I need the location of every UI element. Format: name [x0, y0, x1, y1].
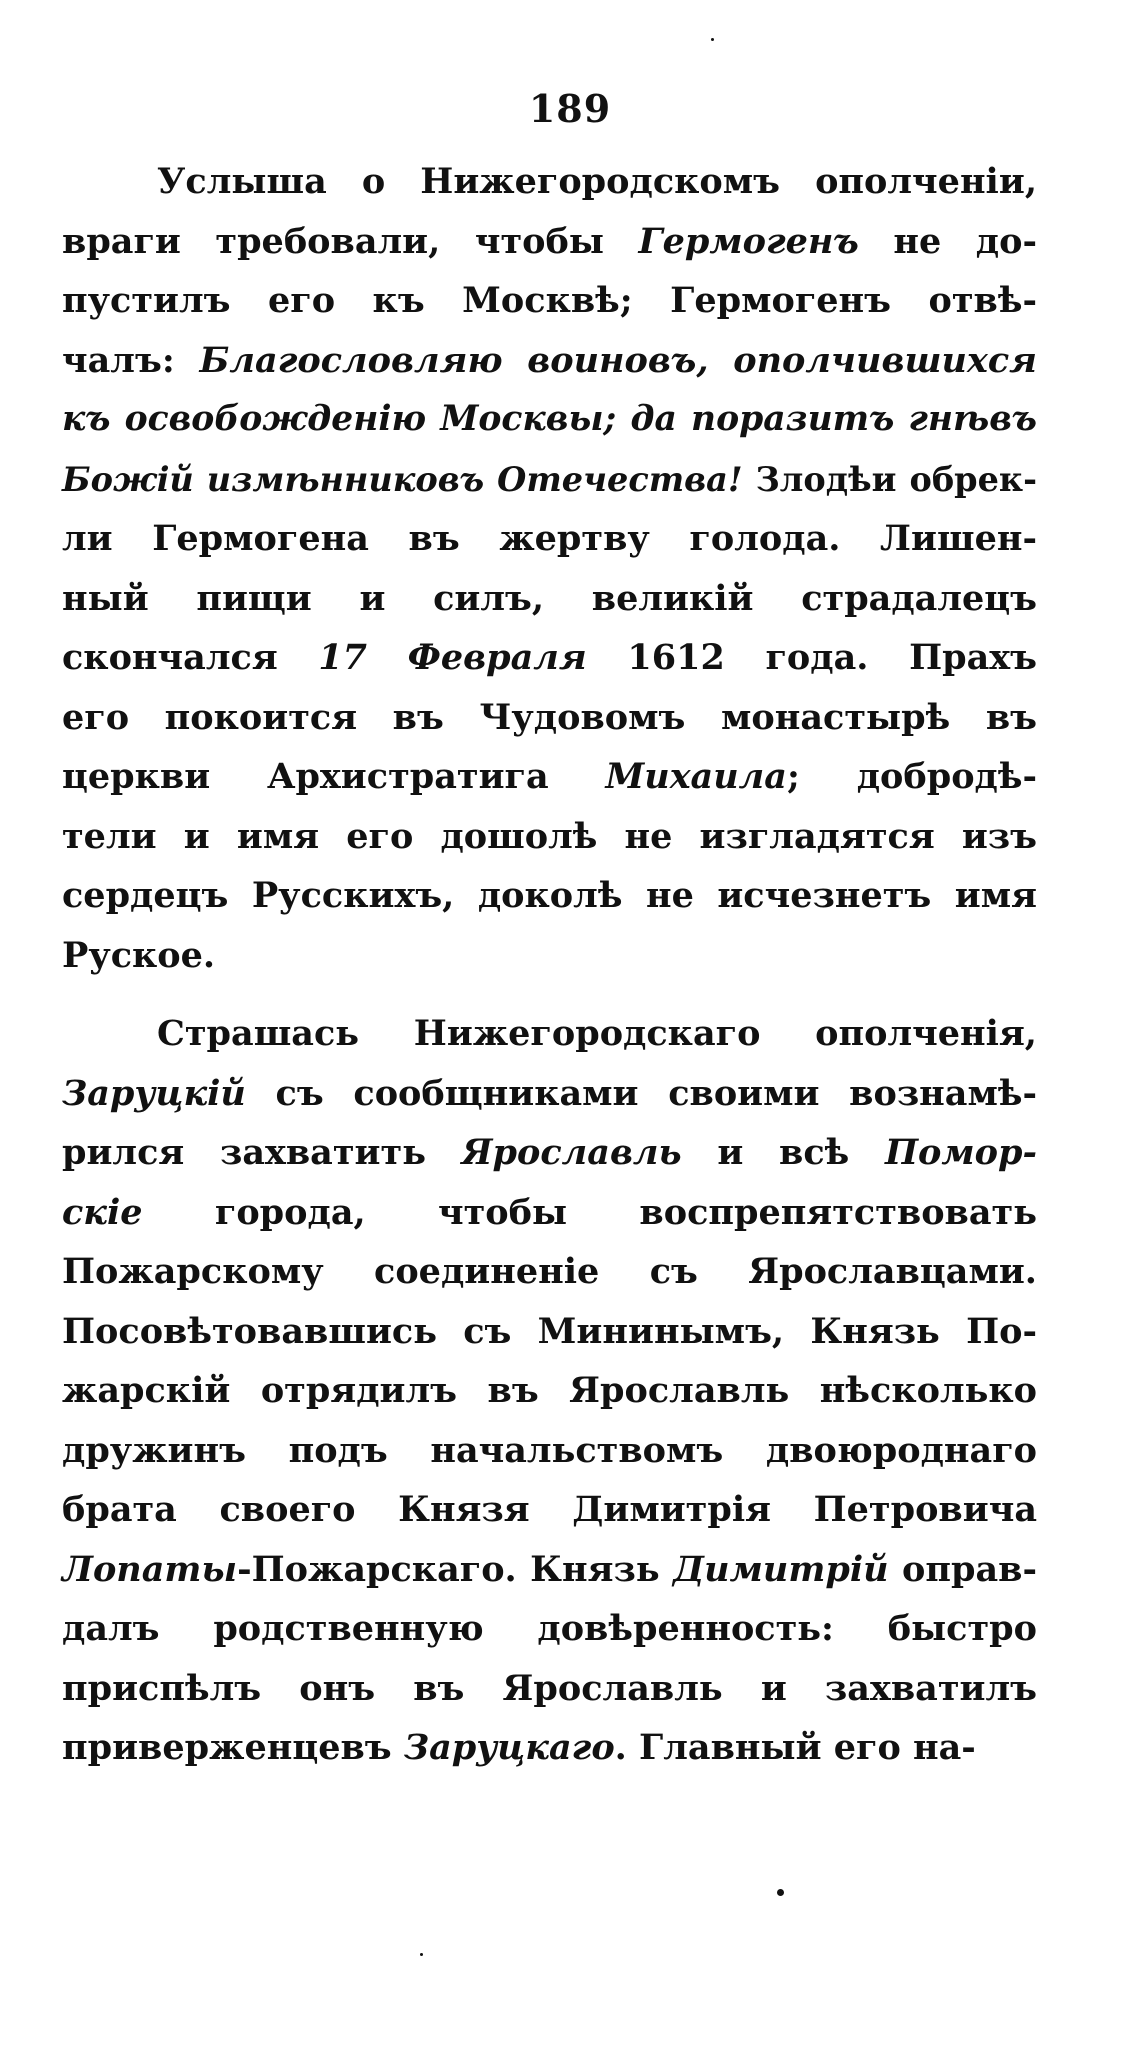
text-line — [62, 1123, 1037, 1183]
italic-text: Благословляю воиновъ, ополчившихся — [199, 339, 1037, 381]
text-segment: . Главный его на- — [614, 1727, 976, 1768]
text-segment: оправ- — [888, 1548, 1037, 1590]
ink-speck — [777, 1889, 784, 1896]
text-segment: Страшась Нижегородскаго ополченія, — [157, 1013, 1037, 1054]
text-segment: ный пищи и силъ, великій страдалецъ — [62, 577, 1037, 619]
text-line — [62, 1599, 1037, 1659]
text-line — [62, 807, 1037, 867]
text-line — [62, 866, 1037, 926]
text-segment: и всѣ — [681, 1132, 885, 1173]
text-segment: жарскій отрядилъ въ Ярославль нѣсколько — [62, 1370, 1037, 1411]
text-segment: скончался — [62, 637, 319, 678]
text-line — [62, 926, 1037, 986]
italic-text: Заруцкаго — [403, 1727, 615, 1768]
text-segment: пустилъ его къ Москвѣ; Гермогенъ отвѣ- — [62, 280, 1037, 321]
ink-speck — [711, 38, 714, 41]
text-line — [62, 1659, 1037, 1719]
text-line — [62, 152, 1037, 212]
text-line — [62, 450, 1037, 510]
italic-text: Михаила — [605, 756, 787, 797]
text-line — [62, 1302, 1037, 1362]
text-segment: съ сообщниками своими вознамѣ- — [245, 1072, 1037, 1114]
text-segment: дружинъ подъ начальствомъ двоюроднаго — [62, 1429, 1037, 1471]
paragraph-2 — [62, 1004, 1037, 1778]
text-line — [62, 569, 1037, 629]
text-segment: ; добродѣ- — [786, 756, 1038, 797]
text-line — [62, 747, 1037, 807]
text-segment: брата своего Князя Димитрія Петровича — [62, 1489, 1037, 1530]
text-segment: -Пожарскаго. Князь — [237, 1548, 674, 1590]
text-segment: тели и имя его дошолѣ не изгладятся изъ — [62, 815, 1037, 857]
text-line — [62, 1421, 1037, 1481]
text-segment: далъ родственную довѣренность: быстро — [62, 1608, 1037, 1649]
text-line — [62, 271, 1037, 331]
text-segment: не до- — [858, 220, 1037, 262]
text-segment: ли Гермогена въ жертву голода. Лишен- — [62, 518, 1037, 559]
text-line — [62, 628, 1037, 688]
page-number: 189 — [528, 86, 612, 131]
text-segment: рился захватить — [62, 1132, 462, 1173]
text-line — [62, 1540, 1037, 1600]
text-segment: приспѣлъ онъ въ Ярославль и захватилъ — [62, 1667, 1037, 1709]
text-segment: враги требовали, чтобы — [62, 220, 639, 262]
italic-text: 17 Февраля — [318, 637, 587, 678]
text-line — [62, 1242, 1037, 1302]
text-segment: 1612 года. Прахъ — [586, 637, 1037, 678]
text-line — [62, 509, 1037, 569]
text-segment: его покоится въ Чудовомъ монастырѣ въ — [62, 696, 1037, 738]
text-segment: Посовѣтовавшись съ Мининымъ, Князь По- — [62, 1310, 1037, 1352]
italic-text: скіе — [62, 1191, 143, 1233]
text-line — [62, 1183, 1037, 1243]
text-segment: Пожарскому соединеніе съ Ярославцами. — [62, 1251, 1037, 1292]
text-segment: сердецъ Русскихъ, доколѣ не исчезнетъ имя — [62, 875, 1037, 916]
text-line — [62, 212, 1037, 272]
italic-text: Ярославль — [461, 1132, 682, 1173]
text-line — [62, 390, 1037, 450]
italic-text: Гермогенъ — [638, 220, 859, 262]
italic-text: Димитрій — [673, 1548, 889, 1590]
italic-text: Божій измѣнниковъ Отечества! — [62, 459, 743, 499]
text-line — [62, 1718, 1037, 1778]
text-line — [62, 1480, 1037, 1540]
text-segment: церкви Архистратига — [62, 756, 606, 797]
text-line — [62, 1064, 1037, 1124]
ink-speck — [420, 1953, 423, 1956]
text-segment: чалъ: — [62, 339, 200, 381]
text-segment: города, чтобы воспрепятствовать — [142, 1191, 1037, 1233]
italic-text: къ освобожденію Москвы; да поразитъ гнѣвъ — [62, 399, 1037, 439]
text-line — [62, 331, 1037, 391]
text-segment: Руское. — [62, 934, 216, 976]
text-segment: приверженцевъ — [62, 1727, 404, 1768]
paragraph-1 — [62, 152, 1037, 985]
text-line — [62, 1361, 1037, 1421]
text-segment: Злодѣи обрек- — [742, 459, 1038, 499]
italic-text: Помор- — [884, 1132, 1037, 1173]
text-line — [62, 1004, 1037, 1064]
text-segment: Услышa о Нижегородскомъ ополченіи, — [157, 161, 1037, 202]
text-line — [62, 688, 1037, 748]
italic-text: Лопаты — [62, 1548, 238, 1590]
italic-text: Заруцкій — [62, 1072, 246, 1114]
